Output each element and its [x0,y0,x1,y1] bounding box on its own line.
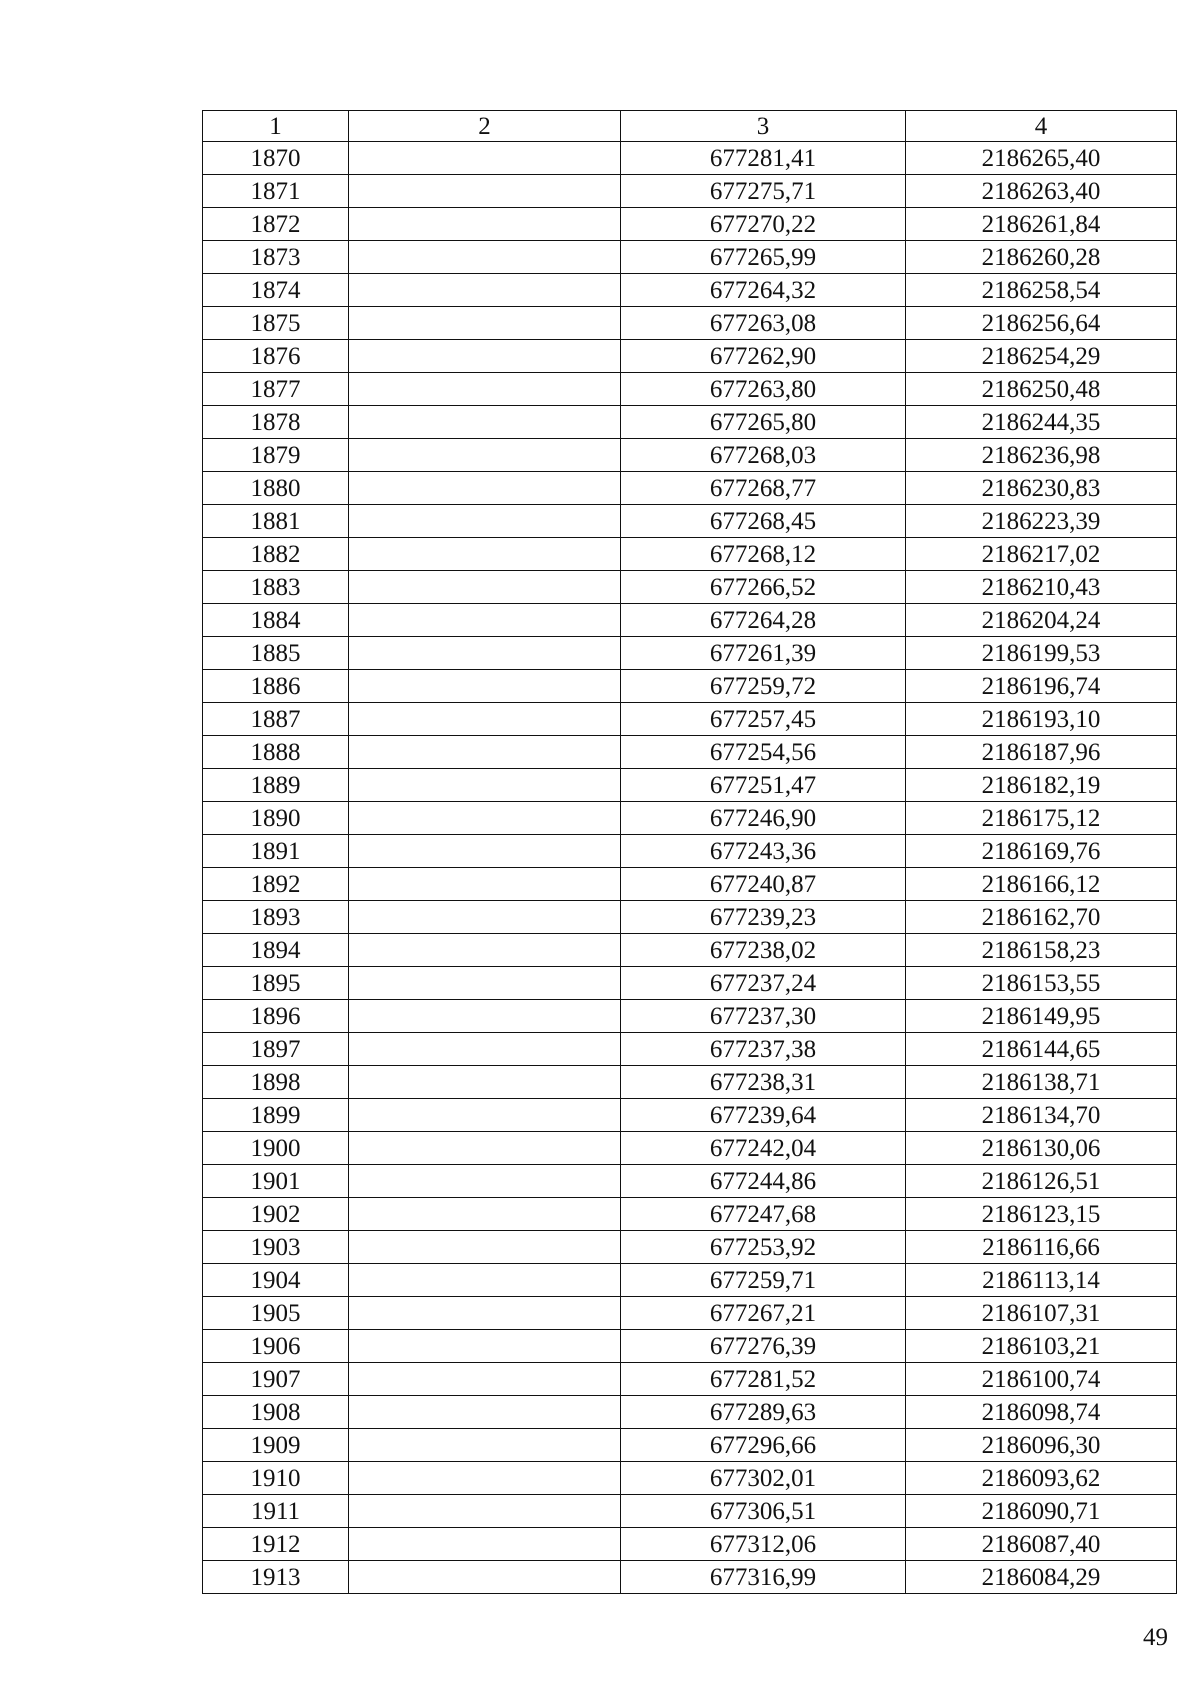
table-row [203,208,1177,241]
empty-cell [349,1330,621,1363]
table-row [203,1033,1177,1066]
point-number-cell: 1890 [203,802,349,835]
empty-cell [349,1231,621,1264]
x-coordinate-cell: 677254,56 [621,736,906,769]
x-coordinate-cell: 677238,31 [621,1066,906,1099]
empty-cell [349,1198,621,1231]
y-coordinate-cell: 2186244,35 [906,406,1177,439]
x-coordinate-cell: 677275,71 [621,175,906,208]
table-row [203,637,1177,670]
table-row [203,934,1177,967]
point-number-cell: 1902 [203,1198,349,1231]
empty-cell [349,241,621,274]
x-coordinate-cell: 677237,30 [621,1000,906,1033]
y-coordinate-cell: 2186096,30 [906,1429,1177,1462]
y-coordinate-cell: 2186116,66 [906,1231,1177,1264]
empty-cell [349,736,621,769]
table-row [203,175,1177,208]
x-coordinate-cell: 677316,99 [621,1561,906,1594]
y-coordinate-cell: 2186258,54 [906,274,1177,307]
x-coordinate-cell: 677242,04 [621,1132,906,1165]
table-row [203,1000,1177,1033]
y-coordinate-cell: 2186149,95 [906,1000,1177,1033]
empty-cell [349,142,621,175]
empty-cell [349,538,621,571]
empty-cell [349,1165,621,1198]
y-coordinate-cell: 2186093,62 [906,1462,1177,1495]
y-coordinate-cell: 2186223,39 [906,505,1177,538]
y-coordinate-cell: 2186236,98 [906,439,1177,472]
x-coordinate-cell: 677268,12 [621,538,906,571]
x-coordinate-cell: 677259,72 [621,670,906,703]
point-number-cell: 1872 [203,208,349,241]
x-coordinate-cell: 677244,86 [621,1165,906,1198]
point-number-cell: 1908 [203,1396,349,1429]
point-number-cell: 1913 [203,1561,349,1594]
point-number-cell: 1878 [203,406,349,439]
empty-cell [349,208,621,241]
x-coordinate-cell: 677237,24 [621,967,906,1000]
point-number-cell: 1905 [203,1297,349,1330]
y-coordinate-cell: 2186175,12 [906,802,1177,835]
y-coordinate-cell: 2186256,64 [906,307,1177,340]
point-number-cell: 1895 [203,967,349,1000]
point-number-cell: 1909 [203,1429,349,1462]
y-coordinate-cell: 2186098,74 [906,1396,1177,1429]
table-row [203,1363,1177,1396]
table-body [203,142,1177,1594]
x-coordinate-cell: 677257,45 [621,703,906,736]
point-number-cell: 1897 [203,1033,349,1066]
y-coordinate-cell: 2186123,15 [906,1198,1177,1231]
x-coordinate-cell: 677240,87 [621,868,906,901]
x-coordinate-cell: 677270,22 [621,208,906,241]
empty-cell [349,373,621,406]
table-row [203,1396,1177,1429]
y-coordinate-cell: 2186126,51 [906,1165,1177,1198]
table-row [203,538,1177,571]
table-row [203,241,1177,274]
table-row [203,1495,1177,1528]
empty-cell [349,868,621,901]
x-coordinate-cell: 677239,23 [621,901,906,934]
y-coordinate-cell: 2186138,71 [906,1066,1177,1099]
point-number-cell: 1871 [203,175,349,208]
x-coordinate-cell: 677238,02 [621,934,906,967]
x-coordinate-cell: 677239,64 [621,1099,906,1132]
x-coordinate-cell: 677268,77 [621,472,906,505]
table-row [203,505,1177,538]
table-row [203,835,1177,868]
empty-cell [349,604,621,637]
y-coordinate-cell: 2186153,55 [906,967,1177,1000]
table-row [203,604,1177,637]
table-row [203,406,1177,439]
point-number-cell: 1886 [203,670,349,703]
point-number-cell: 1888 [203,736,349,769]
table-row [203,1528,1177,1561]
y-coordinate-cell: 2186144,65 [906,1033,1177,1066]
x-coordinate-cell: 677267,21 [621,1297,906,1330]
y-coordinate-cell: 2186166,12 [906,868,1177,901]
table-row [203,274,1177,307]
table-row [203,670,1177,703]
y-coordinate-cell: 2186196,74 [906,670,1177,703]
empty-cell [349,1000,621,1033]
empty-cell [349,1561,621,1594]
point-number-cell: 1881 [203,505,349,538]
point-number-cell: 1873 [203,241,349,274]
empty-cell [349,1396,621,1429]
column-header-1: 1 [203,111,349,142]
empty-cell [349,1495,621,1528]
y-coordinate-cell: 2186130,06 [906,1132,1177,1165]
table-row [203,1165,1177,1198]
point-number-cell: 1876 [203,340,349,373]
table-row [203,967,1177,1000]
y-coordinate-cell: 2186182,19 [906,769,1177,802]
x-coordinate-cell: 677243,36 [621,835,906,868]
table-row [203,1099,1177,1132]
table-row [203,373,1177,406]
y-coordinate-cell: 2186090,71 [906,1495,1177,1528]
y-coordinate-cell: 2186250,48 [906,373,1177,406]
empty-cell [349,274,621,307]
point-number-cell: 1912 [203,1528,349,1561]
empty-cell [349,670,621,703]
x-coordinate-cell: 677251,47 [621,769,906,802]
y-coordinate-cell: 2186265,40 [906,142,1177,175]
table-row [203,571,1177,604]
empty-cell [349,340,621,373]
x-coordinate-cell: 677259,71 [621,1264,906,1297]
empty-cell [349,175,621,208]
y-coordinate-cell: 2186230,83 [906,472,1177,505]
x-coordinate-cell: 677268,45 [621,505,906,538]
x-coordinate-cell: 677276,39 [621,1330,906,1363]
point-number-cell: 1894 [203,934,349,967]
table-row [203,1429,1177,1462]
y-coordinate-cell: 2186260,28 [906,241,1177,274]
y-coordinate-cell: 2186204,24 [906,604,1177,637]
point-number-cell: 1903 [203,1231,349,1264]
point-number-cell: 1885 [203,637,349,670]
point-number-cell: 1892 [203,868,349,901]
x-coordinate-cell: 677247,68 [621,1198,906,1231]
empty-cell [349,439,621,472]
empty-cell [349,1132,621,1165]
y-coordinate-cell: 2186162,70 [906,901,1177,934]
table-row [203,1066,1177,1099]
table-row [203,142,1177,175]
point-number-cell: 1887 [203,703,349,736]
table-header-row [203,111,1177,142]
empty-cell [349,1264,621,1297]
y-coordinate-cell: 2186084,29 [906,1561,1177,1594]
empty-cell [349,1297,621,1330]
x-coordinate-cell: 677237,38 [621,1033,906,1066]
table-row [203,1330,1177,1363]
y-coordinate-cell: 2186113,14 [906,1264,1177,1297]
table-row [203,439,1177,472]
point-number-cell: 1882 [203,538,349,571]
x-coordinate-cell: 677265,80 [621,406,906,439]
empty-cell [349,1099,621,1132]
point-number-cell: 1879 [203,439,349,472]
x-coordinate-cell: 677263,08 [621,307,906,340]
empty-cell [349,1462,621,1495]
table-row [203,1264,1177,1297]
table-row [203,1132,1177,1165]
empty-cell [349,1429,621,1462]
empty-cell [349,769,621,802]
table-row [203,1297,1177,1330]
empty-cell [349,307,621,340]
x-coordinate-cell: 677289,63 [621,1396,906,1429]
empty-cell [349,901,621,934]
empty-cell [349,571,621,604]
table-row [203,802,1177,835]
empty-cell [349,1363,621,1396]
empty-cell [349,703,621,736]
table-row [203,340,1177,373]
x-coordinate-cell: 677306,51 [621,1495,906,1528]
point-number-cell: 1901 [203,1165,349,1198]
table-row [203,703,1177,736]
page-number: 49 [1143,1624,1168,1651]
column-header-3: 3 [621,111,906,142]
y-coordinate-cell: 2186187,96 [906,736,1177,769]
point-number-cell: 1877 [203,373,349,406]
x-coordinate-cell: 677268,03 [621,439,906,472]
x-coordinate-cell: 677281,52 [621,1363,906,1396]
y-coordinate-cell: 2186169,76 [906,835,1177,868]
x-coordinate-cell: 677262,90 [621,340,906,373]
table-row [203,736,1177,769]
point-number-cell: 1907 [203,1363,349,1396]
x-coordinate-cell: 677281,41 [621,142,906,175]
y-coordinate-cell: 2186217,02 [906,538,1177,571]
point-number-cell: 1910 [203,1462,349,1495]
y-coordinate-cell: 2186254,29 [906,340,1177,373]
x-coordinate-cell: 677296,66 [621,1429,906,1462]
empty-cell [349,505,621,538]
column-header-4: 4 [906,111,1177,142]
coordinates-table [202,110,1177,1594]
point-number-cell: 1893 [203,901,349,934]
table-row [203,1462,1177,1495]
point-number-cell: 1875 [203,307,349,340]
point-number-cell: 1889 [203,769,349,802]
point-number-cell: 1906 [203,1330,349,1363]
y-coordinate-cell: 2186100,74 [906,1363,1177,1396]
y-coordinate-cell: 2186103,21 [906,1330,1177,1363]
y-coordinate-cell: 2186193,10 [906,703,1177,736]
empty-cell [349,406,621,439]
point-number-cell: 1891 [203,835,349,868]
point-number-cell: 1911 [203,1495,349,1528]
x-coordinate-cell: 677266,52 [621,571,906,604]
y-coordinate-cell: 2186263,40 [906,175,1177,208]
x-coordinate-cell: 677253,92 [621,1231,906,1264]
empty-cell [349,1528,621,1561]
empty-cell [349,802,621,835]
x-coordinate-cell: 677264,28 [621,604,906,637]
point-number-cell: 1874 [203,274,349,307]
x-coordinate-cell: 677312,06 [621,1528,906,1561]
table-row [203,307,1177,340]
point-number-cell: 1884 [203,604,349,637]
point-number-cell: 1900 [203,1132,349,1165]
x-coordinate-cell: 677302,01 [621,1462,906,1495]
point-number-cell: 1898 [203,1066,349,1099]
table-row [203,1198,1177,1231]
empty-cell [349,637,621,670]
column-header-2: 2 [349,111,621,142]
y-coordinate-cell: 2186107,31 [906,1297,1177,1330]
point-number-cell: 1896 [203,1000,349,1033]
table-row [203,901,1177,934]
empty-cell [349,967,621,1000]
empty-cell [349,472,621,505]
table-row [203,868,1177,901]
table-row [203,769,1177,802]
y-coordinate-cell: 2186199,53 [906,637,1177,670]
empty-cell [349,934,621,967]
point-number-cell: 1904 [203,1264,349,1297]
y-coordinate-cell: 2186134,70 [906,1099,1177,1132]
y-coordinate-cell: 2186261,84 [906,208,1177,241]
x-coordinate-cell: 677246,90 [621,802,906,835]
point-number-cell: 1880 [203,472,349,505]
table-row [203,1231,1177,1264]
x-coordinate-cell: 677263,80 [621,373,906,406]
table-row [203,1561,1177,1594]
x-coordinate-cell: 677265,99 [621,241,906,274]
empty-cell [349,835,621,868]
table-row [203,472,1177,505]
x-coordinate-cell: 677264,32 [621,274,906,307]
y-coordinate-cell: 2186087,40 [906,1528,1177,1561]
y-coordinate-cell: 2186158,23 [906,934,1177,967]
y-coordinate-cell: 2186210,43 [906,571,1177,604]
point-number-cell: 1870 [203,142,349,175]
x-coordinate-cell: 677261,39 [621,637,906,670]
point-number-cell: 1883 [203,571,349,604]
empty-cell [349,1066,621,1099]
empty-cell [349,1033,621,1066]
point-number-cell: 1899 [203,1099,349,1132]
